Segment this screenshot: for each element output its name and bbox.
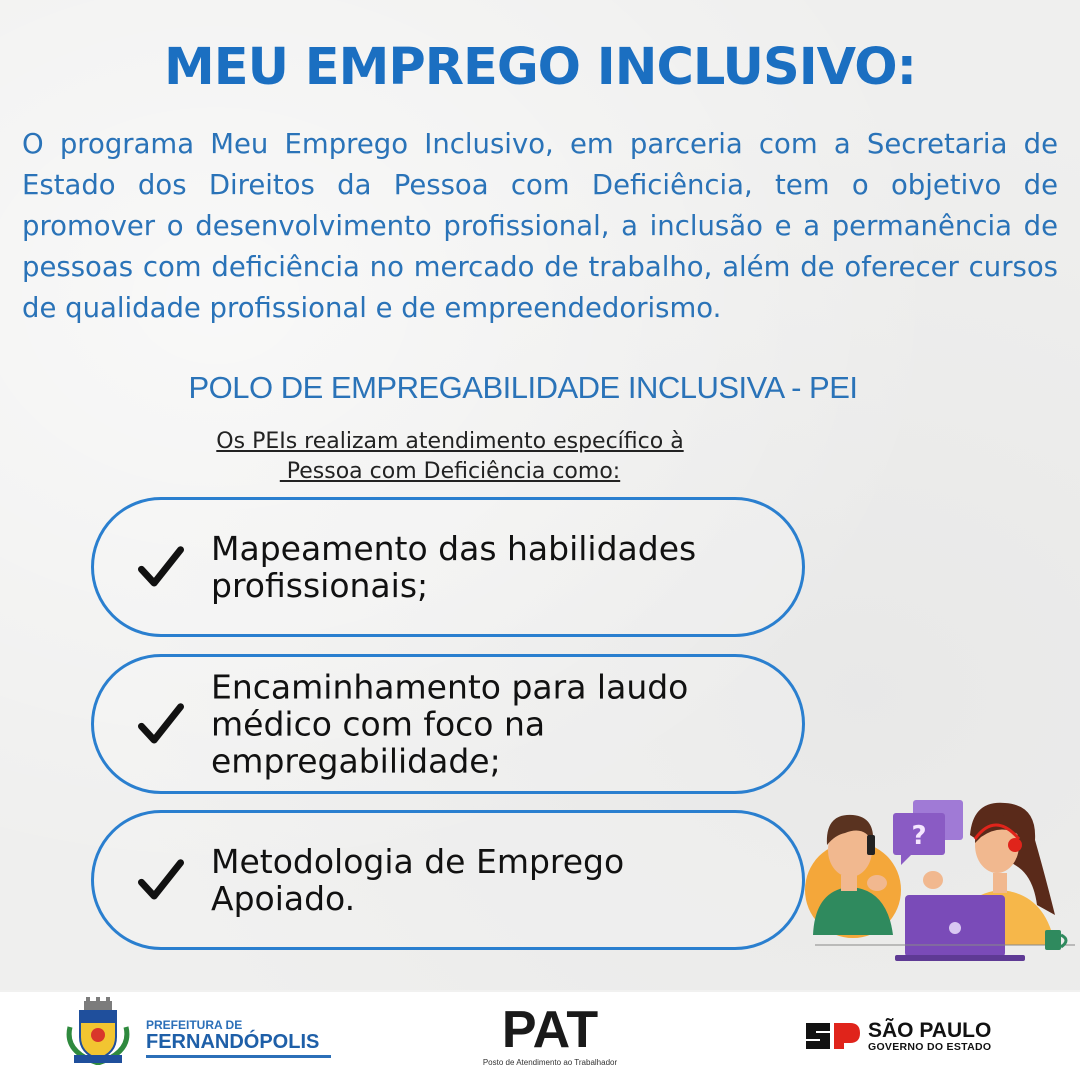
question-mark: ? [911,821,927,851]
prefeitura-logo-text [146,1019,331,1058]
note-line-2: Pessoa com Deficiência como: [279,459,621,484]
intro-paragraph: O programa Meu Emprego Inclusivo, em parceria com a Secretaria de Estado dos Direitos da Pessoa com Deficiência, tem o objetivo de promover o desenvolvimento profissional, a inclusão e a permanência de pessoas com deficiência no mercado de trabalho, além de oferecer cursos de qualidade profissional e de empreendedorismo. [22,128,1058,324]
check-icon [138,701,184,747]
service-card [91,654,805,794]
note-line-1: Os PEIs realizam atendimento específico à [216,429,684,454]
sp-government-text [868,1020,991,1054]
city-name: FERNANDÓPOLIS [146,1031,320,1053]
sp-government-logo-mark [804,1019,862,1053]
pat-logo-text: PAT [501,1001,599,1059]
prefeitura-label: PREFEITURA DE [146,1018,243,1032]
service-card [91,497,805,637]
check-icon [138,544,184,590]
coat-of-arms-logo [62,997,134,1065]
page-title: MEU EMPREGO INCLUSIVO: [163,38,916,97]
headset-icon [1008,838,1022,852]
pat-logo [480,1001,620,1067]
phone-icon [867,835,875,855]
section-note [140,427,760,487]
pat-logo-subtitle: Posto de Atendimento ao Trabalhador [482,1058,618,1067]
check-icon [138,857,184,903]
section-subtitle: POLO DE EMPREGABILIDADE INCLUSIVA - PEI [188,370,858,405]
service-card-label: Encaminhamento para laudo médico com foco na empregabilidade; [211,667,689,781]
call-center-illustration [805,795,1080,965]
sp-government-label: GOVERNO DO ESTADO [868,1041,992,1053]
mug-icon [1045,930,1061,950]
service-card [91,810,805,950]
service-card-label: Mapeamento das habilidades profissionais; [211,529,697,605]
service-card-label: Metodologia de Emprego Apoiado. [211,842,625,918]
sp-state-name: SÃO PAULO [868,1019,992,1042]
